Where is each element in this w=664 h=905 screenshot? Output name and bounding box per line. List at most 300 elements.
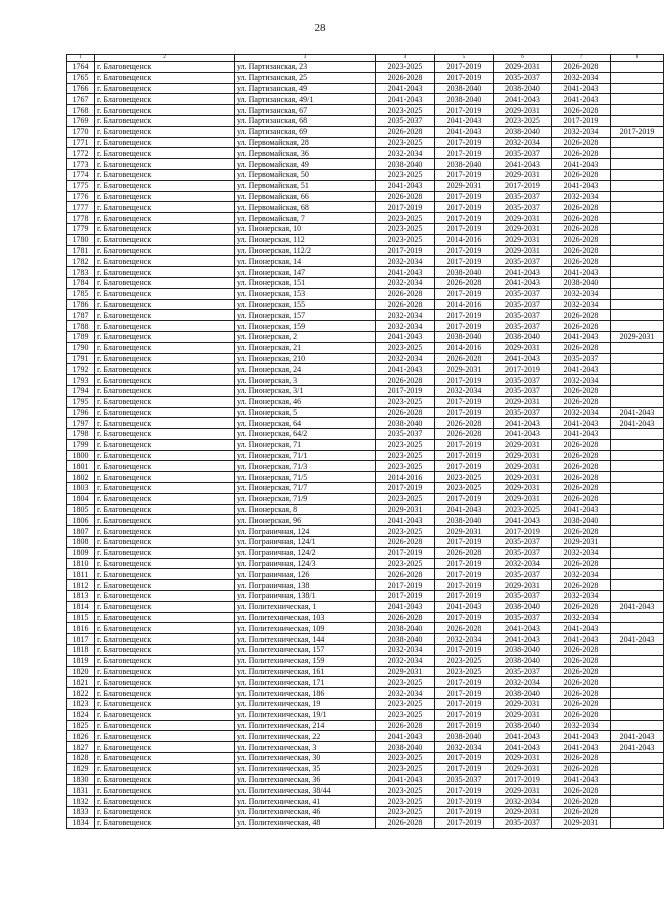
period-cell: 2014-2016	[435, 299, 494, 310]
table-row	[67, 472, 664, 483]
period-cell: 2038-2040	[494, 645, 552, 656]
period-cell: 2041-2043	[494, 353, 552, 364]
period-cell	[611, 213, 664, 224]
table-row	[67, 180, 664, 191]
period-cell: 2017-2019	[435, 321, 494, 332]
period-cell: 2029-2031	[494, 483, 552, 494]
period-cell: 2038-2040	[494, 83, 552, 94]
period-cell	[611, 245, 664, 256]
row-number: 1811	[67, 569, 95, 580]
period-cell: 2038-2040	[376, 634, 435, 645]
period-cell: 2023-2025	[376, 105, 435, 116]
period-cell	[611, 763, 664, 774]
period-cell: 2032-2034	[435, 634, 494, 645]
period-cell: 2026-2028	[376, 375, 435, 386]
city-cell: г. Благовещенск	[95, 72, 235, 83]
period-cell: 2026-2028	[376, 299, 435, 310]
row-number: 1834	[67, 817, 95, 828]
period-cell: 2035-2037	[494, 72, 552, 83]
period-cell	[611, 94, 664, 105]
city-cell: г. Благовещенск	[95, 666, 235, 677]
period-cell: 2026-2028	[552, 763, 611, 774]
period-cell: 2038-2040	[494, 601, 552, 612]
period-cell	[611, 591, 664, 602]
address-cell: ул. Политехническая, 103	[235, 612, 376, 623]
period-cell: 2032-2034	[376, 353, 435, 364]
row-number: 1782	[67, 256, 95, 267]
period-cell: 2035-2037	[376, 115, 435, 126]
period-cell	[611, 537, 664, 548]
period-cell: 2029-2031	[611, 331, 664, 342]
period-cell: 2038-2040	[435, 331, 494, 342]
city-cell: г. Благовещенск	[95, 299, 235, 310]
address-cell: ул. Пограничная, 124/2	[235, 547, 376, 558]
period-cell	[611, 677, 664, 688]
city-cell: г. Благовещенск	[95, 763, 235, 774]
period-cell: 2035-2037	[494, 666, 552, 677]
address-cell: ул. Первомайская, 68	[235, 202, 376, 213]
table-row	[67, 688, 664, 699]
address-cell: ул. Пионерская, 8	[235, 504, 376, 515]
period-cell: 2014-2016	[376, 472, 435, 483]
address-cell: ул. Пионерская, 153	[235, 288, 376, 299]
period-cell: 2026-2028	[376, 569, 435, 580]
period-cell	[611, 817, 664, 828]
period-cell: 2035-2037	[494, 547, 552, 558]
row-number: 1792	[67, 364, 95, 375]
period-cell	[611, 645, 664, 656]
period-cell: 2017-2019	[435, 148, 494, 159]
table-row	[67, 72, 664, 83]
table-row	[67, 645, 664, 656]
table-row	[67, 202, 664, 213]
period-cell: 2041-2043	[494, 267, 552, 278]
period-cell	[611, 288, 664, 299]
period-cell: 2017-2019	[435, 709, 494, 720]
period-cell: 2029-2031	[494, 105, 552, 116]
period-cell	[611, 202, 664, 213]
period-cell: 2032-2034	[552, 126, 611, 137]
period-cell	[611, 720, 664, 731]
period-cell: 2017-2019	[494, 774, 552, 785]
period-cell: 2017-2019	[435, 645, 494, 656]
period-cell: 2026-2028	[376, 537, 435, 548]
period-cell: 2017-2019	[435, 806, 494, 817]
city-cell: г. Благовещенск	[95, 191, 235, 202]
period-cell: 2017-2019	[435, 569, 494, 580]
address-cell: ул. Пионерская, 2	[235, 331, 376, 342]
table-row	[67, 450, 664, 461]
period-cell: 2017-2019	[435, 753, 494, 764]
period-cell: 2038-2040	[376, 159, 435, 170]
address-cell: ул. Пионерская, 71	[235, 439, 376, 450]
city-cell: г. Благовещенск	[95, 202, 235, 213]
period-cell: 2035-2037	[435, 774, 494, 785]
city-cell: г. Благовещенск	[95, 105, 235, 116]
row-number: 1765	[67, 72, 95, 83]
row-number: 1809	[67, 547, 95, 558]
period-cell: 2041-2043	[376, 267, 435, 278]
period-cell	[611, 753, 664, 764]
city-cell: г. Благовещенск	[95, 256, 235, 267]
city-cell: г. Благовещенск	[95, 612, 235, 623]
period-cell: 2041-2043	[376, 601, 435, 612]
period-cell: 2032-2034	[494, 558, 552, 569]
period-cell: 2017-2019	[435, 245, 494, 256]
period-cell: 2017-2019	[435, 105, 494, 116]
city-cell: г. Благовещенск	[95, 591, 235, 602]
period-cell: 2017-2019	[435, 256, 494, 267]
address-cell: ул. Пионерская, 155	[235, 299, 376, 310]
period-cell: 2026-2028	[552, 655, 611, 666]
period-cell: 2041-2043	[611, 601, 664, 612]
period-cell	[611, 105, 664, 116]
column-header: 1	[67, 55, 95, 62]
period-cell: 2023-2025	[435, 666, 494, 677]
period-cell	[611, 623, 664, 634]
period-cell	[611, 267, 664, 278]
address-cell: ул. Пионерская, 112/2	[235, 245, 376, 256]
period-cell	[611, 169, 664, 180]
period-cell: 2026-2028	[552, 688, 611, 699]
period-cell: 2032-2034	[376, 148, 435, 159]
period-cell: 2041-2043	[552, 94, 611, 105]
period-cell: 2017-2019	[435, 450, 494, 461]
period-cell: 2026-2028	[376, 288, 435, 299]
row-number: 1793	[67, 375, 95, 386]
row-number: 1824	[67, 709, 95, 720]
period-cell: 2041-2043	[435, 601, 494, 612]
table-row	[67, 159, 664, 170]
table-row	[67, 591, 664, 602]
city-cell: г. Благовещенск	[95, 223, 235, 234]
table-row	[67, 461, 664, 472]
period-cell	[611, 321, 664, 332]
period-cell: 2035-2037	[494, 148, 552, 159]
period-cell: 2041-2043	[376, 774, 435, 785]
period-cell: 2029-2031	[494, 213, 552, 224]
period-cell	[611, 526, 664, 537]
row-number: 1803	[67, 483, 95, 494]
period-cell: 2026-2028	[435, 547, 494, 558]
period-cell: 2035-2037	[494, 407, 552, 418]
period-cell: 2038-2040	[435, 267, 494, 278]
period-cell: 2014-2016	[435, 342, 494, 353]
period-cell: 2023-2025	[376, 806, 435, 817]
period-cell: 2026-2028	[552, 753, 611, 764]
row-number: 1798	[67, 429, 95, 440]
period-cell: 2026-2028	[552, 699, 611, 710]
address-cell: ул. Пионерская, 210	[235, 353, 376, 364]
period-cell: 2029-2031	[435, 180, 494, 191]
row-number: 1820	[67, 666, 95, 677]
table-row	[67, 709, 664, 720]
address-cell: ул. Пионерская, 71/7	[235, 483, 376, 494]
row-number: 1812	[67, 580, 95, 591]
period-cell: 2041-2043	[494, 277, 552, 288]
period-cell: 2017-2019	[435, 461, 494, 472]
period-cell	[611, 137, 664, 148]
period-cell: 2041-2043	[552, 742, 611, 753]
period-cell: 2041-2043	[611, 407, 664, 418]
period-cell: 2029-2031	[494, 234, 552, 245]
period-cell	[611, 439, 664, 450]
period-cell: 2026-2028	[552, 148, 611, 159]
address-cell: ул. Партизанская, 25	[235, 72, 376, 83]
address-cell: ул. Пограничная, 126	[235, 569, 376, 580]
city-cell: г. Благовещенск	[95, 245, 235, 256]
period-cell: 2017-2019	[435, 288, 494, 299]
period-cell: 2023-2025	[376, 62, 435, 73]
row-number: 1769	[67, 115, 95, 126]
row-number: 1833	[67, 806, 95, 817]
period-cell: 2023-2025	[435, 472, 494, 483]
period-cell: 2041-2043	[494, 159, 552, 170]
row-number: 1829	[67, 763, 95, 774]
address-cell: ул. Пионерская, 147	[235, 267, 376, 278]
period-cell: 2035-2037	[494, 288, 552, 299]
period-cell: 2017-2019	[435, 223, 494, 234]
period-cell: 2038-2040	[376, 742, 435, 753]
period-cell: 2041-2043	[376, 731, 435, 742]
table-row	[67, 655, 664, 666]
city-cell: г. Благовещенск	[95, 407, 235, 418]
period-cell: 2026-2028	[552, 396, 611, 407]
period-cell: 2038-2040	[494, 655, 552, 666]
period-cell: 2017-2019	[435, 375, 494, 386]
address-cell: ул. Политехническая, 171	[235, 677, 376, 688]
period-cell: 2023-2025	[376, 526, 435, 537]
period-cell	[611, 774, 664, 785]
table-row	[67, 62, 664, 73]
address-cell: ул. Первомайская, 51	[235, 180, 376, 191]
period-cell: 2041-2043	[552, 159, 611, 170]
address-cell: ул. Пионерская, 157	[235, 310, 376, 321]
period-cell: 2038-2040	[435, 83, 494, 94]
period-cell: 2026-2028	[552, 105, 611, 116]
table-row	[67, 321, 664, 332]
period-cell	[611, 191, 664, 202]
period-cell: 2041-2043	[435, 126, 494, 137]
table-row	[67, 169, 664, 180]
address-cell: ул. Первомайская, 7	[235, 213, 376, 224]
period-cell: 2032-2034	[552, 569, 611, 580]
city-cell: г. Благовещенск	[95, 375, 235, 386]
row-number: 1796	[67, 407, 95, 418]
row-number: 1767	[67, 94, 95, 105]
period-cell: 2038-2040	[552, 515, 611, 526]
period-cell: 2014-2016	[435, 234, 494, 245]
table-row	[67, 407, 664, 418]
period-cell: 2026-2028	[552, 342, 611, 353]
period-cell: 2017-2019	[552, 115, 611, 126]
period-cell: 2026-2028	[376, 612, 435, 623]
period-cell: 2026-2028	[552, 310, 611, 321]
city-cell: г. Благовещенск	[95, 213, 235, 224]
period-cell: 2032-2034	[435, 742, 494, 753]
period-cell: 2026-2028	[376, 407, 435, 418]
period-cell: 2017-2019	[435, 396, 494, 407]
period-cell: 2032-2034	[552, 72, 611, 83]
period-cell: 2023-2025	[376, 234, 435, 245]
period-cell: 2032-2034	[552, 547, 611, 558]
city-cell: г. Благовещенск	[95, 753, 235, 764]
period-cell: 2026-2028	[552, 461, 611, 472]
row-number: 1785	[67, 288, 95, 299]
table-row	[67, 504, 664, 515]
period-cell: 2023-2025	[376, 753, 435, 764]
row-number: 1784	[67, 277, 95, 288]
page-number: 28	[314, 22, 326, 34]
city-cell: г. Благовещенск	[95, 601, 235, 612]
period-cell: 2032-2034	[376, 321, 435, 332]
city-cell: г. Благовещенск	[95, 83, 235, 94]
period-cell: 2023-2025	[376, 699, 435, 710]
period-cell: 2041-2043	[611, 742, 664, 753]
city-cell: г. Благовещенск	[95, 709, 235, 720]
period-cell	[611, 429, 664, 440]
row-number: 1787	[67, 310, 95, 321]
table-row	[67, 817, 664, 828]
period-cell: 2017-2019	[435, 720, 494, 731]
period-cell: 2017-2019	[435, 580, 494, 591]
city-cell: г. Благовещенск	[95, 461, 235, 472]
period-cell: 2023-2025	[376, 439, 435, 450]
row-number: 1771	[67, 137, 95, 148]
period-cell: 2032-2034	[552, 720, 611, 731]
period-cell: 2023-2025	[376, 342, 435, 353]
table-row	[67, 677, 664, 688]
table-row	[67, 115, 664, 126]
column-header: 8	[611, 55, 664, 62]
row-number: 1774	[67, 169, 95, 180]
period-cell: 2032-2034	[376, 645, 435, 656]
period-cell: 2032-2034	[552, 407, 611, 418]
period-cell: 2017-2019	[435, 591, 494, 602]
address-cell: ул. Первомайская, 50	[235, 169, 376, 180]
period-cell: 2041-2043	[552, 774, 611, 785]
column-header: 2	[95, 55, 235, 62]
table-row	[67, 547, 664, 558]
address-cell: ул. Политехническая, 36	[235, 774, 376, 785]
row-number: 1808	[67, 537, 95, 548]
address-cell: ул. Пионерская, 10	[235, 223, 376, 234]
period-cell: 2041-2043	[552, 623, 611, 634]
period-cell: 2041-2043	[494, 94, 552, 105]
period-cell	[611, 299, 664, 310]
table-row	[67, 331, 664, 342]
period-cell: 2026-2028	[552, 137, 611, 148]
period-cell: 2029-2031	[494, 396, 552, 407]
period-cell: 2017-2019	[435, 493, 494, 504]
city-cell: г. Благовещенск	[95, 806, 235, 817]
row-number: 1802	[67, 472, 95, 483]
city-cell: г. Благовещенск	[95, 623, 235, 634]
period-cell: 2026-2028	[376, 720, 435, 731]
period-cell: 2026-2028	[552, 796, 611, 807]
period-cell: 2029-2031	[494, 342, 552, 353]
city-cell: г. Благовещенск	[95, 569, 235, 580]
period-cell: 2041-2043	[376, 94, 435, 105]
table-row	[67, 483, 664, 494]
column-header: 3	[235, 55, 376, 62]
period-cell: 2026-2028	[552, 493, 611, 504]
table-row	[67, 277, 664, 288]
city-cell: г. Благовещенск	[95, 558, 235, 569]
period-cell	[611, 558, 664, 569]
period-cell: 2026-2028	[552, 62, 611, 73]
address-cell: ул. Политехническая, 19/1	[235, 709, 376, 720]
period-cell: 2029-2031	[494, 699, 552, 710]
period-cell	[611, 159, 664, 170]
table-row	[67, 191, 664, 202]
period-cell: 2026-2028	[552, 223, 611, 234]
period-cell: 2029-2031	[376, 666, 435, 677]
period-cell: 2032-2034	[376, 277, 435, 288]
period-cell: 2038-2040	[494, 126, 552, 137]
table-row	[67, 774, 664, 785]
period-cell	[611, 461, 664, 472]
city-cell: г. Благовещенск	[95, 645, 235, 656]
city-cell: г. Благовещенск	[95, 429, 235, 440]
city-cell: г. Благовещенск	[95, 774, 235, 785]
period-cell: 2041-2043	[494, 731, 552, 742]
period-cell: 2026-2028	[552, 483, 611, 494]
period-cell: 2029-2031	[435, 364, 494, 375]
period-cell: 2023-2025	[376, 396, 435, 407]
period-cell: 2023-2025	[376, 223, 435, 234]
period-cell: 2029-2031	[494, 753, 552, 764]
table-row	[67, 569, 664, 580]
period-cell: 2023-2025	[376, 763, 435, 774]
table-row	[67, 558, 664, 569]
address-cell: ул. Пионерская, 151	[235, 277, 376, 288]
table-row	[67, 580, 664, 591]
period-cell: 2032-2034	[552, 591, 611, 602]
period-cell	[611, 504, 664, 515]
table-row	[67, 623, 664, 634]
period-cell: 2023-2025	[376, 677, 435, 688]
period-cell: 2026-2028	[435, 623, 494, 634]
period-cell: 2041-2043	[552, 418, 611, 429]
city-cell: г. Благовещенск	[95, 817, 235, 828]
row-number: 1813	[67, 591, 95, 602]
period-cell: 2017-2019	[435, 191, 494, 202]
period-cell	[611, 115, 664, 126]
period-cell: 2032-2034	[552, 375, 611, 386]
table-row	[67, 493, 664, 504]
period-cell: 2026-2028	[552, 385, 611, 396]
period-cell: 2041-2043	[494, 515, 552, 526]
period-cell: 2029-2031	[494, 223, 552, 234]
period-cell: 2023-2025	[376, 709, 435, 720]
period-cell	[611, 277, 664, 288]
period-cell: 2032-2034	[494, 796, 552, 807]
address-cell: ул. Партизанская, 23	[235, 62, 376, 73]
period-cell	[611, 483, 664, 494]
table-row	[67, 806, 664, 817]
address-cell: ул. Политехническая, 19	[235, 699, 376, 710]
period-cell: 2023-2025	[376, 213, 435, 224]
period-cell: 2035-2037	[494, 537, 552, 548]
row-number: 1781	[67, 245, 95, 256]
period-cell	[611, 806, 664, 817]
city-cell: г. Благовещенск	[95, 159, 235, 170]
period-cell: 2035-2037	[494, 256, 552, 267]
city-cell: г. Благовещенск	[95, 439, 235, 450]
table-row	[67, 105, 664, 116]
period-cell: 2038-2040	[376, 623, 435, 634]
